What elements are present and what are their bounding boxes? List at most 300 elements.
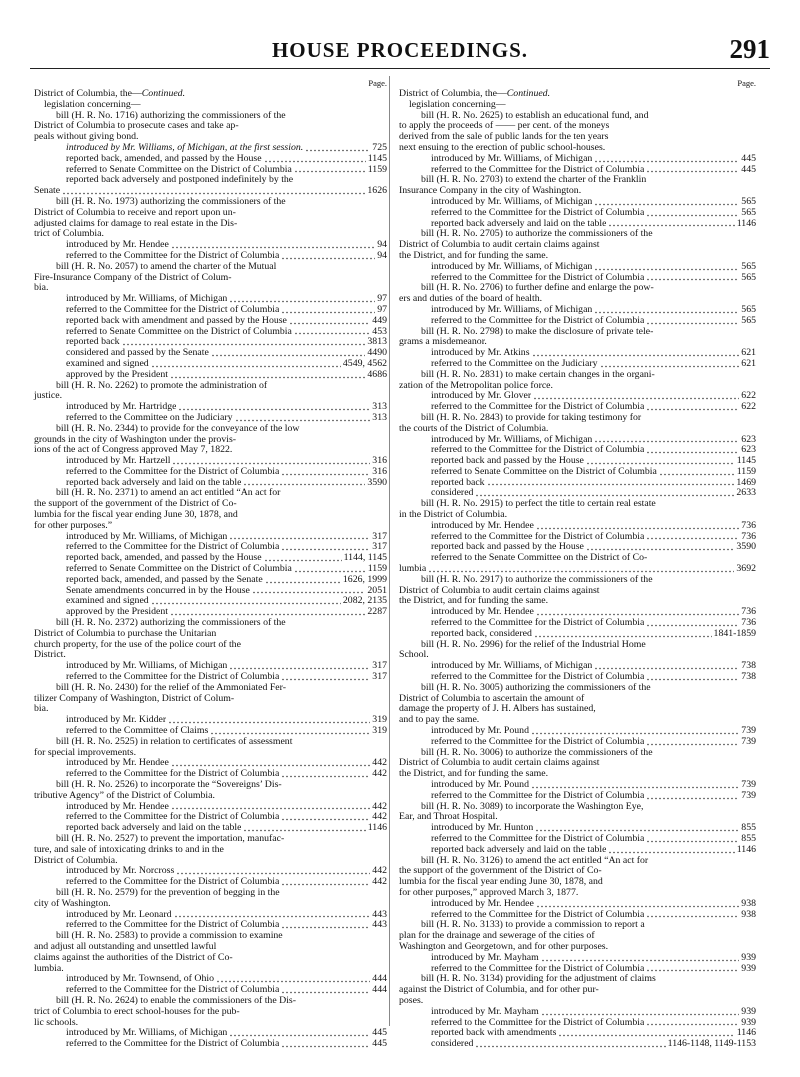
- bill-entry: bill (H. R. No. 2843) to provide for taking testimony for: [421, 411, 642, 423]
- dot-leader: [151, 360, 341, 368]
- index-entry: [34, 715, 387, 726]
- entry-page: 317: [372, 671, 387, 683]
- bill-entry: bill (H. R. No. 1716) authorizing the commissioners of the: [56, 109, 286, 121]
- index-entry: [399, 823, 756, 834]
- entry-text: referred to the Committee for the District of Columbia: [66, 542, 280, 553]
- entry-continuation: lumbia for the fiscal year ending June 30, 1878, and: [34, 509, 238, 521]
- index-entries: [34, 111, 387, 1050]
- bill-entry: bill (H. R. No. 2705) to authorize the commissioners of the: [421, 228, 653, 240]
- index-entry: [399, 208, 756, 219]
- entry-text: considered: [431, 488, 474, 499]
- bill-entry: bill (H. R. No. 2430) for the relief of the Ammoniated Fer-: [56, 681, 286, 693]
- entry-continuation: bia.: [34, 282, 49, 294]
- entry-text: approved by the President: [66, 369, 169, 380]
- index-entry: [399, 478, 756, 489]
- dot-leader: [646, 1018, 739, 1026]
- entry-text: introduced by Mr. Williams, of Michigan: [431, 434, 593, 445]
- entry-page: 565: [741, 260, 756, 272]
- entry-page: 938: [741, 897, 756, 909]
- bill-entry: bill (H. R. No. 3133) to provide a commission to report a: [421, 919, 645, 931]
- bill-entry: bill (H. R. No. 3089) to incorporate the Washington Eye,: [421, 800, 644, 812]
- entry-text: referred to the Committee for the District of Columbia: [66, 304, 280, 315]
- entry-continuation: tilizer Company of Washington, District of Colum-: [34, 692, 235, 704]
- entry-continuation: School.: [399, 649, 429, 661]
- entry-continuation: the support of the government of the District of Co-: [399, 865, 602, 877]
- bill-entry: bill (H. R. No. 3134) providing for the adjustment of claims: [421, 973, 656, 985]
- dot-leader: [646, 532, 739, 540]
- dot-leader: [294, 327, 370, 335]
- entry-continuation: the support of the government of the District of Co-: [34, 498, 237, 510]
- entry-page: 736: [741, 530, 756, 542]
- dot-leader: [646, 619, 739, 627]
- entry-text: introduced by Mr. Hendee: [66, 801, 169, 812]
- entry-page: 445: [372, 1038, 387, 1050]
- dot-leader: [475, 1040, 665, 1048]
- entry-text: introduced by Mr. Williams, of Michigan: [431, 304, 593, 315]
- entry-page: 317: [372, 660, 387, 672]
- dot-leader: [281, 543, 370, 551]
- entry-text: referred to the Committee on the Judiciary: [66, 412, 233, 423]
- entry-text: referred to the Committee for the District of Columbia: [431, 909, 645, 920]
- dot-leader: [171, 802, 370, 810]
- dot-leader: [305, 144, 370, 152]
- dot-leader: [594, 155, 739, 163]
- index-entry: [399, 305, 756, 316]
- entry-page: 2082, 2135: [342, 595, 387, 607]
- entry-continuation: trict of Columbia.: [34, 228, 104, 240]
- index-entry: [34, 370, 387, 381]
- entry-text: reported back with amendment and passed by the House: [66, 315, 287, 326]
- index-entry: [399, 791, 756, 802]
- entry-continuation: poses.: [399, 994, 424, 1006]
- entry-page: 2051: [367, 584, 387, 596]
- entry-text: referred to Senate Committee on the District of Columbia: [431, 466, 657, 477]
- dot-leader: [211, 349, 366, 357]
- index-entry: [399, 618, 756, 629]
- entry-page: 621: [741, 357, 756, 369]
- entry-page: 442: [372, 768, 387, 780]
- entry-page: 444: [372, 984, 387, 996]
- entry-text: introduced by Mr. Mayham: [431, 1006, 539, 1017]
- entry-page: 622: [741, 401, 756, 413]
- entry-text: referred to the Committee for the District of Columbia: [66, 769, 280, 780]
- bill-entry: bill (H. R. No. 2703) to extend the charter of the Franklin: [421, 174, 647, 186]
- entry-text: referred to the Committee for the District of Columbia: [431, 531, 645, 542]
- entry-text: examined and signed: [66, 358, 149, 369]
- entry-continuation: against the District of Columbia, and for other pur-: [399, 984, 599, 996]
- entry-continuation: the courts of the District of Columbia.: [399, 422, 549, 434]
- dot-leader: [646, 673, 739, 681]
- entry-continuation: ers and duties of the board of health.: [399, 293, 543, 305]
- entry-continuation: District.: [34, 649, 66, 661]
- dot-leader: [264, 554, 342, 562]
- entry-text: introduced by Mr. Norcross: [66, 866, 175, 877]
- dot-leader: [536, 900, 739, 908]
- index-entry: [34, 802, 387, 813]
- entry-page: 565: [741, 303, 756, 315]
- bill-entry: bill (H. R. No. 3005) authorizing the commissioners of the: [421, 681, 651, 693]
- dot-leader: [170, 608, 365, 616]
- index-entry: [34, 456, 387, 467]
- index-entry: [399, 1039, 756, 1050]
- dot-leader: [122, 338, 366, 346]
- index-entry: [34, 974, 387, 985]
- index-entry: [399, 197, 756, 208]
- entry-page: 939: [741, 951, 756, 963]
- entry-text: introduced by Mr. Townsend, of Ohio: [66, 974, 214, 985]
- index-entries: [399, 111, 756, 1050]
- dot-leader: [281, 813, 370, 821]
- entry-continuation: lumbia.: [34, 962, 64, 974]
- entry-continuation: District of Columbia.: [34, 854, 118, 866]
- index-entry: [399, 661, 756, 672]
- entry-text: introduced by Mr. Williams, of Michigan: [66, 531, 228, 542]
- bill-entry: bill (H. R. No. 2526) to incorporate the “Sovereigns’ Dis-: [56, 779, 282, 790]
- entry-page: 1159: [367, 163, 387, 175]
- dot-leader: [289, 317, 370, 325]
- dot-leader: [171, 241, 375, 249]
- index-entry: [34, 402, 387, 413]
- dot-leader: [235, 414, 371, 422]
- entry-text: introduced by Mr. Hendee: [66, 240, 169, 251]
- entry-continuation: adjusted claims for damage to real estate in the Dis-: [34, 217, 238, 229]
- entry-continuation: trict of Columbia to erect school-houses for the pub-: [34, 1005, 240, 1017]
- index-entry: [399, 1018, 756, 1029]
- dot-leader: [281, 468, 370, 476]
- index-entry: [34, 359, 387, 370]
- section-heading: District of Columbia, the—Continued.: [34, 88, 186, 99]
- entry-page: 3590: [736, 541, 756, 553]
- entry-text: introduced by Mr. Hendee: [66, 758, 169, 769]
- dot-leader: [646, 446, 739, 454]
- dot-leader: [243, 478, 365, 486]
- entry-text: introduced by Mr. Williams, of Michigan: [66, 661, 228, 672]
- index-entry: [399, 953, 756, 964]
- entry-text: referred to the Committee for the District of Columbia: [431, 164, 645, 175]
- dot-leader: [178, 403, 370, 411]
- index-entry: [34, 337, 387, 348]
- entry-continuation: and to pay the same.: [399, 714, 480, 726]
- index-entry: [34, 154, 387, 165]
- dot-leader: [594, 435, 739, 443]
- dot-leader: [536, 608, 739, 616]
- subsection-heading: legislation concerning—: [44, 98, 141, 110]
- entry-page: 1145: [736, 455, 756, 467]
- entry-page: 3813: [367, 336, 387, 348]
- entry-page: 319: [372, 725, 387, 737]
- dot-leader: [646, 317, 739, 325]
- dot-leader: [229, 295, 375, 303]
- entry-text: introduced by Mr. Hendee: [431, 607, 534, 618]
- dot-leader: [216, 975, 370, 983]
- entry-continuation: ions of the act of Congress approved May 7, 1822.: [34, 444, 233, 456]
- entry-page: 623: [741, 444, 756, 456]
- entry-page: 316: [372, 465, 387, 477]
- entry-text: introduced by Mr. Leonard: [66, 909, 172, 920]
- index-entry: [34, 542, 387, 553]
- entry-continuation: District of Columbia to prosecute cases and take ap-: [34, 120, 239, 132]
- entry-text: referred to the Committee for the District of Columbia: [66, 1039, 280, 1050]
- entry-continuation: for other purposes.”: [34, 519, 113, 531]
- entry-page: 442: [372, 811, 387, 823]
- entry-continuation: in the District of Columbia.: [399, 509, 508, 521]
- dot-leader: [586, 543, 735, 551]
- dot-leader: [176, 867, 370, 875]
- entry-text: introduced by Mr. Glover: [431, 391, 532, 402]
- entry-page: 313: [372, 401, 387, 413]
- index-entry: [399, 348, 756, 359]
- entry-continuation: for other purposes,” approved March 3, 1877.: [399, 886, 579, 898]
- running-title: HOUSE PROCEEDINGS.: [271, 38, 529, 62]
- entry-text: Senate: [34, 186, 61, 197]
- entry-continuation: lumbia for the fiscal year ending June 30, 1878, and: [399, 876, 603, 888]
- dot-leader: [646, 738, 739, 746]
- left-column: [34, 78, 387, 1050]
- entry-page: 739: [741, 789, 756, 801]
- entry-page: 939: [741, 962, 756, 974]
- entry-continuation: reported back adversely and postponed indefinitely by the: [66, 174, 294, 186]
- entry-page: 2633: [736, 487, 756, 499]
- dot-leader: [62, 187, 365, 195]
- bill-entry: bill (H. R. No. 2996) for the relief of the Industrial Home: [421, 638, 646, 650]
- entry-page: 736: [741, 519, 756, 531]
- dot-leader: [294, 565, 366, 573]
- bill-entry: bill (H. R. No. 2798) to make the disclosure of private tele-: [421, 325, 654, 337]
- dot-leader: [281, 252, 375, 260]
- entry-text: introduced by Mr. Hartridge: [66, 402, 177, 413]
- entry-text: referred to the Committee for the District of Columbia: [66, 672, 280, 683]
- entry-page: 443: [372, 908, 387, 920]
- bill-entry: bill (H. R. No. 2371) to amend an act entitled “An act for: [56, 487, 281, 499]
- index-entry: [399, 1007, 756, 1018]
- entry-text: reported back, amended, and passed by the House: [66, 553, 262, 564]
- entry-text: introduced by Mr. Hartzell: [66, 456, 171, 467]
- entry-page: 565: [741, 195, 756, 207]
- dot-leader: [229, 532, 370, 540]
- dot-leader: [243, 824, 365, 832]
- index-entry: [399, 737, 756, 748]
- entry-text: introduced by Mr. Williams, of Michigan: [431, 153, 593, 164]
- entry-text: approved by the President: [66, 607, 169, 618]
- entry-page: 313: [372, 411, 387, 423]
- index-entry: [399, 391, 756, 402]
- dot-leader: [264, 155, 366, 163]
- entry-continuation: church property, for the use of the police court of the: [34, 638, 241, 650]
- dot-leader: [531, 781, 739, 789]
- entry-continuation: tributive Agency” of the District of Columbia.: [34, 789, 215, 801]
- entry-text: referred to Senate Committee on the District of Columbia: [66, 564, 292, 575]
- dot-leader: [210, 727, 370, 735]
- entry-page: 1146: [736, 1027, 756, 1039]
- index-entry: [34, 910, 387, 921]
- entry-continuation: Insurance Company in the city of Washington.: [399, 185, 582, 197]
- dot-leader: [586, 457, 735, 465]
- dot-leader: [534, 630, 712, 638]
- dot-leader: [281, 1040, 370, 1048]
- entry-page: 1626, 1999: [342, 573, 387, 585]
- dot-leader: [608, 219, 734, 227]
- entry-text: reported back: [66, 337, 120, 348]
- entry-continuation: justice.: [34, 390, 63, 402]
- index-entry: [34, 305, 387, 316]
- entry-page: 1146: [736, 217, 756, 229]
- bill-entry: bill (H. R. No. 1973) authorizing the commissioners of the: [56, 195, 286, 207]
- index-entry: [34, 575, 387, 586]
- index-entry: [34, 758, 387, 769]
- entry-continuation: ture, and sale of intoxicating drinks to and in the: [34, 843, 224, 855]
- entry-text: referred to the Committee for the District of Columbia: [431, 618, 645, 629]
- entry-text: referred to the Committee of Claims: [66, 726, 209, 737]
- entry-page: 1146: [367, 822, 387, 834]
- entry-page: 317: [372, 541, 387, 553]
- bill-entry: bill (H. R. No. 2527) to prevent the importation, manufac-: [56, 832, 285, 844]
- entry-page: 442: [372, 876, 387, 888]
- bill-entry: bill (H. R. No. 2057) to amend the charter of the Mutual: [56, 260, 277, 272]
- bill-entry: bill (H. R. No. 3006) to authorize the commissioners of the: [421, 746, 653, 758]
- index-entry: [34, 586, 387, 597]
- entry-page: 317: [372, 530, 387, 542]
- index-entry: [399, 467, 756, 478]
- entry-page: 442: [372, 800, 387, 812]
- entry-text: referred to the Committee for the District of Columbia: [431, 445, 645, 456]
- entry-text: referred to the Committee for the District of Columbia: [431, 736, 645, 747]
- index-entry: [399, 780, 756, 791]
- entry-text: introduced by Mr. Hunton: [431, 823, 534, 834]
- entry-text: referred to the Committee for the District of Columbia: [66, 812, 280, 823]
- entry-page: 938: [741, 908, 756, 920]
- index-entry: [34, 532, 387, 543]
- bill-entry: bill (H. R. No. 2917) to authorize the commissioners of the: [421, 573, 653, 585]
- entry-continuation: the District, and for funding the same.: [399, 768, 549, 780]
- entry-continuation: grounds in the city of Washington under the provis-: [34, 433, 237, 445]
- dot-leader: [281, 878, 370, 886]
- dot-leader: [541, 1008, 740, 1016]
- page-header: [30, 34, 770, 69]
- entry-text: introduced by Mr. Williams, of Michigan: [431, 196, 593, 207]
- index-entry: [399, 456, 756, 467]
- entry-page: 453: [372, 325, 387, 337]
- index-entry: [399, 316, 756, 327]
- right-column: [399, 78, 756, 1050]
- entry-text: introduced by Mr. Williams, of Michigan: [431, 661, 593, 672]
- entry-page: 1146: [736, 843, 756, 855]
- index-entry: [399, 845, 756, 856]
- entry-continuation: peals without giving bond.: [34, 131, 139, 143]
- entry-text: referred to the Committee for the District of Columbia: [431, 315, 645, 326]
- entry-continuation: for special improvements.: [34, 746, 137, 758]
- entry-text: reported back, amended, and passed by the House: [66, 153, 262, 164]
- entry-page: 449: [372, 314, 387, 326]
- dot-leader: [171, 759, 370, 767]
- entry-text: reported back: [431, 477, 485, 488]
- dot-leader: [646, 835, 739, 843]
- entry-page: 736: [741, 617, 756, 629]
- entry-text: reported back adversely and laid on the table: [66, 477, 242, 488]
- entry-page: 739: [741, 779, 756, 790]
- entry-text: introduced by Mr. Hendee: [431, 898, 534, 909]
- dot-leader: [608, 846, 734, 854]
- entry-continuation: next ensuing to the erection of public school-houses.: [399, 141, 606, 153]
- entry-text: reported back adversely and laid on the table: [431, 844, 607, 855]
- entry-continuation: Washington and Georgetown, and for other purposes.: [399, 940, 609, 952]
- entry-text: introduced by Mr. Hendee: [431, 520, 534, 531]
- dot-leader: [646, 910, 739, 918]
- entry-page: 445: [741, 163, 756, 175]
- page-column-label: Page.: [737, 78, 756, 88]
- entry-text: reported back, amended, and passed by the Senate: [66, 574, 263, 585]
- entry-page: 442: [372, 865, 387, 877]
- dot-leader: [558, 1029, 734, 1037]
- bill-entry: bill (H. R. No. 2262) to promote the administration of: [56, 379, 268, 391]
- bill-entry: bill (H. R. No. 2831) to make certain changes in the organi-: [421, 368, 655, 380]
- entry-page: 939: [741, 1016, 756, 1028]
- index-entry: [399, 532, 756, 543]
- entry-page: 94: [377, 239, 387, 251]
- entry-continuation: to apply the proceeds of —— per cent. of the moneys: [399, 120, 610, 132]
- entry-page: 725: [372, 141, 387, 153]
- entry-text: reported back and passed by the House: [431, 456, 584, 467]
- page-column-label: Page.: [368, 78, 387, 88]
- entry-page: 623: [741, 433, 756, 445]
- entry-text: referred to the Committee for the District of Columbia: [431, 790, 645, 801]
- entry-text: referred to the Committee for the District of Columbia: [66, 250, 280, 261]
- index-entry: [399, 899, 756, 910]
- entry-text: referred to the Committee for the District of Columbia: [431, 672, 645, 683]
- section-heading: District of Columbia, the—Continued.: [399, 88, 551, 99]
- dot-leader: [174, 910, 371, 918]
- entry-continuation: District of Columbia to audit certain claims against: [399, 757, 600, 769]
- entry-page: 739: [741, 735, 756, 747]
- bill-entry: bill (H. R. No. 2525) in relation to certificates of assessment: [56, 735, 293, 747]
- entry-page: 4549, 4562: [342, 357, 387, 369]
- bill-entry: bill (H. R. No. 2344) to provide for the conveyance of the low: [56, 422, 300, 434]
- entry-text: lumbia: [399, 564, 427, 575]
- entry-page: 621: [741, 347, 756, 359]
- entry-page: 855: [741, 822, 756, 834]
- entry-text: referred to the Committee for the District of Columbia: [431, 1017, 645, 1028]
- dot-leader: [487, 478, 735, 486]
- entry-text: introduced by Mr. Kidder: [66, 715, 167, 726]
- dot-leader: [600, 360, 740, 368]
- entry-continuation: Fire-Insurance Company of the District of Colum-: [34, 271, 232, 283]
- dot-leader: [229, 1029, 370, 1037]
- entry-text: reported back adversely and laid on the table: [431, 218, 607, 229]
- entry-text: referred to the Committee for the District of Columbia: [66, 877, 280, 888]
- index-entry: [399, 521, 756, 532]
- bill-entry: bill (H. R. No. 2583) to provide a commission to examine: [56, 930, 283, 942]
- entry-continuation: claims against the authorities of the District of Co-: [34, 951, 233, 963]
- dot-leader: [252, 586, 365, 594]
- index-entry: [34, 1039, 387, 1050]
- index-entry: [34, 240, 387, 251]
- index-entry: [34, 316, 387, 327]
- entry-page: 445: [372, 1027, 387, 1039]
- index-entry: [399, 834, 756, 845]
- entry-text: referred to Senate Committee on the District of Columbia: [66, 164, 292, 175]
- entry-continuation: District of Columbia to audit certain claims against: [399, 239, 600, 251]
- dot-leader: [281, 921, 370, 929]
- dot-leader: [533, 392, 739, 400]
- entry-continuation: the District, and for funding the same.: [399, 249, 549, 261]
- entry-page: 4490: [367, 347, 387, 359]
- index-entry: [34, 564, 387, 575]
- entry-page: 738: [741, 660, 756, 672]
- entry-text: referred to the Committee for the District of Columbia: [431, 833, 645, 844]
- entry-text: introduced by Mr. Pound: [431, 726, 529, 737]
- dot-leader: [659, 468, 735, 476]
- index-entry: [34, 866, 387, 877]
- dot-leader: [475, 489, 734, 497]
